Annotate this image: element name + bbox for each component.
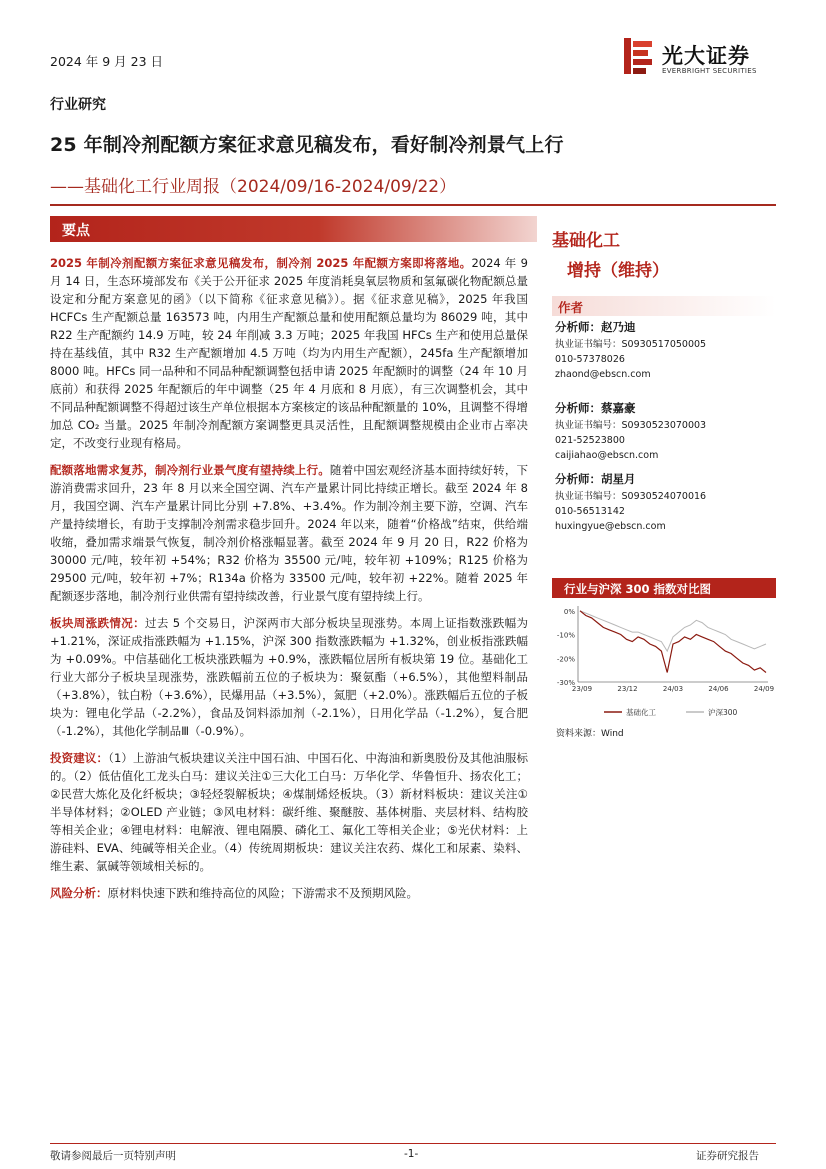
authors-header — [552, 296, 776, 316]
paragraph-text: 过去 5 个交易日，沪深两市大部分板块呈现涨势。本周上证指数涨跌幅为 +1.21%，深证成指涨跌幅为 +1.15%，沪深 300 指数涨跌幅为 +1.32%，创业板指涨跌幅为 +0.09%。中信基础化工板块涨跌幅为 +0.9%，涨跌幅位居所有板块第 19 位。基础化工行业大部分子板块呈现涨势，涨跌幅前五位的子板块为：聚氨酯（+6.5%），其他塑料制品（+3.8%），钛白粉（+3.6%），民爆用品（+3.5%），氮肥（+2.0%）。涨跌幅后五位的子板块为：锂电化学品（-2.2%），食品及饲料添加剂（-2.1%），日用化学品（-1.2%），复合肥（-1.2%），其他化学制品Ⅲ（-0.9%）。 — [50, 616, 529, 738]
report-title: 25 年制冷剂配额方案征求意见稿发布，看好制冷剂景气上行 — [50, 134, 564, 156]
footer-disclaimer[interactable]: 敬请参阅最后一页特别声明 — [50, 1150, 176, 1162]
paragraph-quota-plan — [50, 254, 528, 452]
analyst-phone: 010-57378026 — [555, 354, 625, 365]
paragraph-lead: 板块周涨跌情况： — [50, 616, 145, 630]
chart-y-tick-label: -30% — [556, 679, 575, 687]
analyst-card — [555, 401, 779, 463]
key-points-label: 要点 — [62, 223, 90, 239]
chart-title: 行业与沪深 300 指数对比图 — [564, 582, 712, 596]
paragraph-text: 2024 年 9 月 14 日，生态环境部发布《关于公开征求 2025 年度消耗臭氧层物质和氢氟碳化物配额总量设定和分配方案意见的函》（以下简称《征求意见稿》）。据《征求意见稿》，2025 年我国 HCFCs 生产配额总量 163573 吨，内用生产配额总量和使用配额总量均为 86029 吨，其中 R22 生产配额约 14.9 万吨，较 24 年削减 3.3 万吨；2025 年我国 HFCs 生产和使用总量保持在基线值，其中 R32 生产配额增加 4.5 万吨（均为内用生产配额），245fa 生产配额增加 8000 吨。HFCs 同一品种和不同品种配额调整包括申请 2025 年配额时的调整（24 年 10 月底前）和获得 2025 年配额后的年中调整（25 年 4 月底和 8 月底），有三次调整机会，其中不同品种配额调整不得超过该生产单位根据本方案核定的该品种配额量的 10%，且调整不得增加总 CO₂ 当量。2025 年制冷剂配额方案调整更具灵活性，且配额调整规模由企业市占率决定，不改变行业现有格局。 — [50, 256, 528, 450]
paragraph-weekly-performance — [50, 614, 528, 740]
analyst-email[interactable]: huxingyue@ebscn.com — [555, 521, 666, 532]
paragraph-investment-advice — [50, 749, 528, 875]
analyst-cert: 执业证书编号：S0930523070003 — [555, 420, 707, 431]
chart-title-bar — [552, 578, 776, 598]
chart-source: 资料来源：Wind — [556, 729, 624, 739]
analyst-phone: 021-52523800 — [555, 435, 625, 446]
page-number: -1- — [404, 1148, 419, 1160]
analyst-card — [555, 320, 779, 382]
index-comparison-chart — [552, 600, 776, 724]
chart-y-tick-label: -20% — [556, 655, 575, 664]
chart-x-tick-label: 23/09 — [571, 685, 593, 693]
report-date: 2024 年 9 月 23 日 — [50, 54, 164, 69]
brand-logo — [624, 38, 784, 78]
analyst-name: 分析师：赵乃迪 — [555, 320, 636, 334]
analyst-card — [555, 472, 779, 534]
footer-divider — [50, 1143, 776, 1144]
analyst-cert: 执业证书编号：S0930517050005 — [555, 339, 707, 350]
paragraph-lead: 2025 年制冷剂配额方案征求意见稿发布，制冷剂 2025 年配额方案即将落地。 — [50, 256, 472, 270]
everbright-logo-icon — [624, 38, 654, 74]
paragraph-demand-recovery — [50, 461, 528, 605]
paragraph-lead: 配额落地需求复苏，制冷剂行业景气度有望持续上行。 — [50, 463, 330, 477]
chart-y-tick-label: 0% — [563, 607, 575, 616]
footer-report-type: 证券研究报告 — [696, 1150, 759, 1162]
chart-legend-label: 基础化工 — [626, 708, 656, 717]
chart-x-tick-label: 24/09 — [753, 685, 775, 693]
paragraph-text: （1）上游油气板块建议关注中国石油、中国石化、中海油和新奥股份及其他油服标的。（2）低估值化工龙头白马：建议关注①三大化工白马：万华化学、华鲁恒升、扬农化工；②民营大炼化及化纤板块；③轻烃裂解板块；④煤制烯烃板块。（3）新材料板块：建议关注①半导体材料；②OLED 产业链；③风电材料：碳纤维、聚醚胺、基体树脂、夹层材料、结构胶等相关企业；④锂电材料：电解液、锂电隔膜、磷化工、氟化工等相关企业；⑤光伏材料：上游硅料、EVA、纯碱等相关企业。（4）传统周期板块：建议关注农药、煤化工和尿素、染料、维生素、氯碱等领域相关标的。 — [50, 751, 529, 873]
key-points-body — [50, 254, 528, 911]
analyst-phone: 010-56513142 — [555, 506, 625, 517]
paragraph-risk-analysis — [50, 884, 528, 902]
paragraph-lead: 风险分析： — [50, 886, 108, 900]
analyst-name: 分析师：胡星月 — [555, 472, 636, 486]
chart-x-tick-label: 24/03 — [662, 685, 684, 693]
analyst-name: 分析师：蔡嘉豪 — [555, 401, 636, 415]
chart-y-tick-label: -10% — [556, 631, 575, 640]
key-points-header — [50, 216, 537, 242]
sector-name: 基础化工 — [552, 231, 620, 251]
analyst-email[interactable]: caijiahao@ebscn.com — [555, 450, 659, 461]
brand-name-en: EVERBRIGHT SECURITIES — [662, 67, 757, 75]
report-subtitle: ——基础化工行业周报（2024/09/16-2024/09/22） — [50, 177, 457, 197]
sector-rating: 增持（维持） — [567, 261, 669, 281]
analyst-cert: 执业证书编号：S0930524070016 — [555, 491, 707, 502]
brand-name-cn: 光大证券 — [662, 44, 750, 68]
title-divider — [50, 204, 776, 206]
analyst-email[interactable]: zhaond@ebscn.com — [555, 369, 651, 380]
paragraph-lead: 投资建议： — [50, 751, 109, 765]
paragraph-text: 原材料快速下跌和维持高位的风险；下游需求不及预期风险。 — [107, 886, 418, 900]
chart-x-tick-label: 23/12 — [617, 685, 638, 693]
authors-label: 作者 — [558, 300, 584, 315]
chart-x-tick-label: 24/06 — [708, 685, 729, 693]
report-category: 行业研究 — [50, 97, 106, 113]
chart-legend-label: 沪深300 — [708, 708, 738, 717]
paragraph-text: 随着中国宏观经济基本面持续好转，下游消费需求回升，23 年 8 月以来全国空调、汽车产量累计同比持续正增长。截至 2024 年 8 月，我国空调、汽车产量累计同比分别 +7.8%、+3.4%。作为制冷剂主要下游，空调、汽车产量持续增长，有助于支撑制冷剂需求稳步回升。2024 年以来，随着“价格战”结束，供给端收缩，叠加需求端景气恢复，制冷剂价格涨幅显著。截至 2024 年 9 月 20 日，R22 价格为 30000 元/吨，较年初 +54%；R32 价格为 35500 元/吨，较年初 +109%；R125 价格为 29500 元/吨，较年初 +7%；R134a 价格为 33500 元/吨，较年初 +22%。随着 2025 年配额逐步落地，制冷剂行业供需有望持续改善，行业景气度有望持续上行。 — [50, 463, 529, 603]
